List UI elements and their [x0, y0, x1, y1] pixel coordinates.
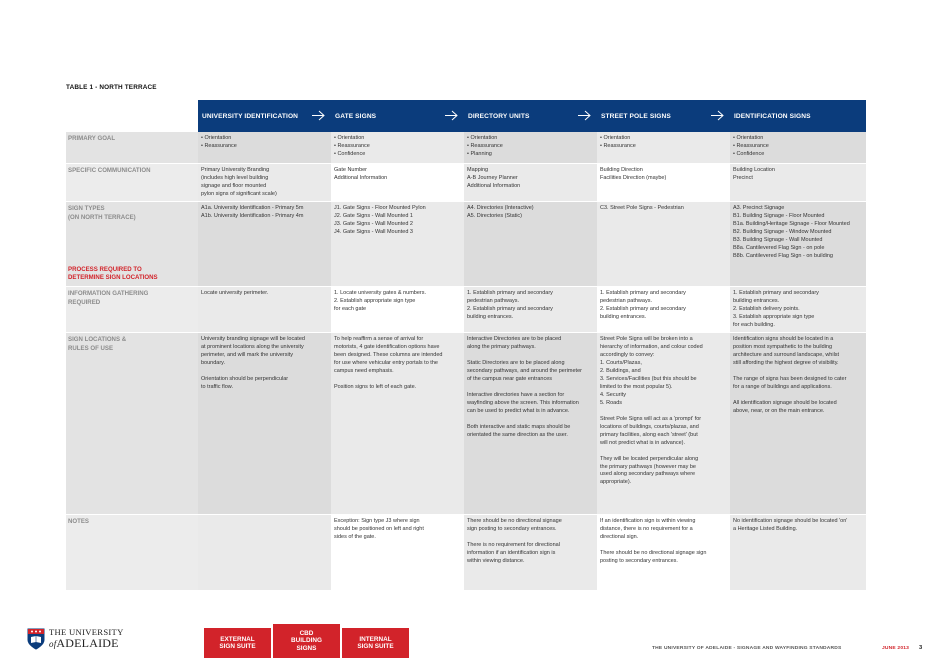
crest-icon [27, 628, 45, 650]
suite-navigation [204, 628, 411, 658]
table-title: TABLE 1 - NORTH TERRACE [66, 84, 157, 91]
table-cell: 1. Establish primary and secondary pedestrian pathways. 2. Establish primary and secondary building entrances. [597, 287, 730, 333]
table-cell: J1. Gate Signs - Floor Mounted Pylon J2. Gate Signs - Wall Mounted 1 J3. Gate Signs - Wall Mounted 2 J4. Gate Signs - Wall Mounted 3 [331, 202, 464, 287]
arrow-right-icon [445, 110, 458, 121]
row-label-sign-types [66, 202, 198, 287]
table-cell: There should be no directional signage sign posting to secondary entrances. There is no requirement for directional information if an identification sign is within viewing distance. [464, 515, 597, 591]
arrow-right-icon [578, 110, 591, 121]
tab-external-sign-suite[interactable]: EXTERNAL SIGN SUITE [204, 628, 271, 658]
table-cell: • Orientation • Reassurance • Confidence [730, 132, 866, 164]
row-label-notes: NOTES [66, 515, 198, 591]
page-number: 3 [919, 645, 923, 651]
logo-line-2 [49, 637, 124, 650]
table-cell: C3. Street Pole Signs - Pedestrian [597, 202, 730, 287]
row-label-primary-goal: PRIMARY GOAL [66, 132, 198, 164]
table-corner [66, 100, 198, 132]
tab-internal-sign-suite[interactable]: INTERNAL SIGN SUITE [342, 628, 409, 658]
table-cell: A3. Precinct Signage B1. Building Signage - Floor Mounted B1a. Building/Heritage Signage - Floor Mounted B2. Building Signage - Window Mounted B3. Building Signage - Wall Mounted B8a. Cantilevered Flag Sign - on pole B8b. Cantilevered Flag Sign - on building [730, 202, 866, 287]
column-header-label: GATE SIGNS [335, 112, 377, 120]
table-cell: A4. Directories (Interactive) A5. Directories (Static) [464, 202, 597, 287]
table-cell: Building Location Precinct [730, 164, 866, 202]
table-cell: Building Direction Facilities Direction (maybe) [597, 164, 730, 202]
column-header-directory-units [464, 100, 597, 132]
table-cell: Mapping A-B Journey Planner Additional Information [464, 164, 597, 202]
table-cell: • Orientation • Reassurance [597, 132, 730, 164]
footer-document-title: THE UNIVERSITY OF ADELAIDE - SIGNAGE AND WAYFINDING STANDARDS [652, 646, 842, 651]
table-cell: • Orientation • Reassurance [198, 132, 331, 164]
column-header-university-identification [198, 100, 331, 132]
logo-line-2-prefix: of [49, 638, 57, 649]
column-header-label: DIRECTORY UNITS [468, 112, 530, 120]
table-cell: Locate university perimeter. [198, 287, 331, 333]
table-cell: Interactive Directories are to be placed along the primary pathways. Static Directories are to be placed along secondary pathways, and around the perimeter of the campus near gate entrances Interactive directories have a section for wayfinding above the screen. This information can be used to predict what is in advance. Both interactive and static maps should be orientated the same direction as the user. [464, 333, 597, 515]
logo-line-1: THE UNIVERSITY [49, 627, 124, 638]
row-label-information-gathering: INFORMATION GATHERING REQUIRED [66, 287, 198, 333]
column-header-street-pole-signs [597, 100, 730, 132]
column-header-label: STREET POLE SIGNS [601, 112, 671, 120]
table-cell: University branding signage will be located at prominent locations along the university perimeter, and will mark the university boundary. Orientation should be perpendicular to traffic flow. [198, 333, 331, 515]
table-cell: 1. Establish primary and secondary pedestrian pathways. 2. Establish primary and secondary building entrances. [464, 287, 597, 333]
table-cell: • Orientation • Reassurance • Planning [464, 132, 597, 164]
row-label-specific-communication: SPECIFIC COMMUNICATION [66, 164, 198, 202]
process-required-label: PROCESS REQUIRED TO DETERMINE SIGN LOCATIONS [68, 265, 158, 282]
table-cell: Identification signs should be located in a position most sympathetic to the building architecture and surround landscape, whilst still affording the highest degree of visibility. The range of signs has been designed to cater for a range of buildings and applications. All identification signage should be located above, near, or on the main entrance. [730, 333, 866, 515]
column-header-label: IDENTIFICATION SIGNS [734, 112, 811, 120]
table-cell: 1. Locate university gates & numbers. 2. Establish appropriate sign type for each gate [331, 287, 464, 333]
table-cell [198, 515, 331, 591]
footer-date: JUNE 2013 [882, 646, 910, 651]
tab-cbd-building-signs[interactable]: CBD BUILDING SIGNS [273, 624, 340, 658]
table-cell: 1. Establish primary and secondary building entrances. 2. Establish delivery points. 3. Establish appropriate sign type for each building. [730, 287, 866, 333]
table-cell: Street Pole Signs will be broken into a hierarchy of information, and colour coded accordingly to convey: 1. Courts/Plazas, 2. Buildings, and 3. Services/Facilities (but this should be limited to the most popular 5). 4. Security 5. Roads Street Pole Signs will act as a 'prompt' for locations of buildings, courts/plazas, and primary facilities, along each 'street' (but will not predict what is in advance). They will be located perpendicular along the primary pathways (however may be used along secondary pathways where appropriate). [597, 333, 730, 515]
table-cell: Gate Number Additional Information [331, 164, 464, 202]
table-cell: Exception: Sign type J3 where sign should be positioned on left and right sides of the gate. [331, 515, 464, 591]
logo-line-2-text: ADELAIDE [56, 635, 119, 650]
logo-wordmark [49, 628, 124, 650]
signage-table [66, 100, 866, 591]
column-header-identification-signs [730, 100, 866, 132]
university-logo [27, 628, 124, 650]
arrow-right-icon [312, 110, 325, 121]
column-header-label: UNIVERSITY IDENTIFICATION [202, 112, 299, 120]
table-cell: No identification signage should be located 'on' a Heritage Listed Building. [730, 515, 866, 591]
table-cell: To help reaffirm a sense of arrival for motorists, 4 gate identification options have been designed. These columns are intended for use where vehicular entry portals to the campus need emphasis. Position signs to left of each gate. [331, 333, 464, 515]
table-cell: If an identification sign is within viewing distance, there is no requirement for a directional sign. There should be no directional signage sign posting to secondary entrances. [597, 515, 730, 591]
column-header-gate-signs [331, 100, 464, 132]
row-label-sign-locations: SIGN LOCATIONS & RULES OF USE [66, 333, 198, 515]
table-cell: A1a. University Identification - Primary 5m A1b. University Identification - Primary 4m [198, 202, 331, 287]
table-cell: Primary University Branding (includes high level building signage and floor mounted pylon signs of significant scale) [198, 164, 331, 202]
arrow-right-icon [711, 110, 724, 121]
table-cell: • Orientation • Reassurance • Confidence [331, 132, 464, 164]
row-label-text: SIGN TYPES (ON NORTH TERRACE) [68, 205, 136, 221]
